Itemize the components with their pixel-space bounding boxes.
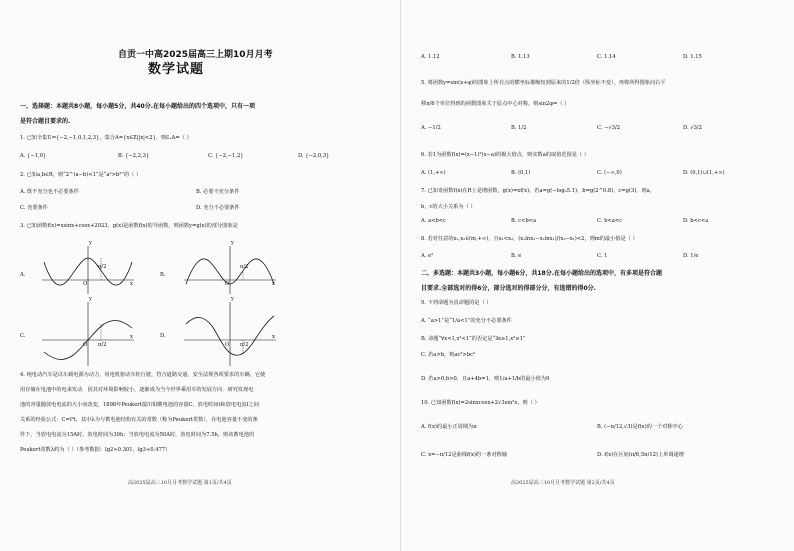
- q4-option-a: A. 1.12: [421, 54, 440, 60]
- question-7-line-2: b，c的大小关系为（ ）: [421, 204, 476, 210]
- q1-option-a: A. {−1,0}: [20, 153, 47, 159]
- q9-option-d: D. 若a>0,b>0，且a+4b=1，则1/a+1/b的最小值为9: [421, 376, 550, 382]
- q10-option-a: A. f(x)的最小正周期为π: [421, 424, 477, 430]
- q3-graph-a: [38, 244, 136, 296]
- section1-heading: 一、选择题：本题共8小题，每小题5分，共40分.在每小题给出的四个选项中，只有一项: [20, 103, 255, 110]
- q10-option-d: D. f(x)在区间(π/6,5π/12)上单调递增: [597, 452, 684, 458]
- question-2: 2. 已知a,b∈R，则“2^(a−b)<1”是“a²>b²”的（ ）: [20, 172, 142, 178]
- question-10: 10. 已知函数f(x)=2sinxcosx+2√3sin²x，则（ ）: [421, 400, 540, 406]
- subject-title: 数学试题: [148, 62, 205, 77]
- question-4-line-2: 用存储在电池中的电来发动．因其对环境影响较小，逐渐成为当今世界乘用车的发展方向．研究发现电: [20, 387, 254, 393]
- page-footer-right: 高2025届高三10月月考数学试题 第2页/共4页: [511, 480, 615, 486]
- graph-c-x-label: x: [130, 334, 133, 340]
- question-5-line-2: 移π/6个单位得到的函数图象关于原点中心对称，则sin2φ=（ ）: [421, 101, 570, 107]
- q3-graph-c: [38, 300, 136, 368]
- q4-option-c: C. 1.14: [597, 54, 616, 60]
- q9-option-b: B. 命题“∀x<1,x²<1”的否定是“∃x≥1,x²≥1”: [421, 336, 526, 342]
- q7-option-a: A. a<b<c: [421, 218, 447, 224]
- question-6: 6. 若1为函数f(x)=(x−1)²(x−a)的极大值点，则实数a的取值范围是（ ）: [421, 152, 589, 158]
- q7-option-c: C. b<a<c: [597, 218, 623, 224]
- graph-c-origin: O: [83, 342, 88, 348]
- q2-option-c: C. 充要条件: [20, 205, 48, 211]
- q6-option-b: B. (0,1): [511, 170, 531, 176]
- page-right: [400, 0, 794, 551]
- section2-heading-cont: 目要求.全部选对的得6分，部分选对的得部分分，有选错的得0分.: [421, 285, 596, 292]
- q5-option-d: D. √3/2: [683, 125, 702, 131]
- section2-heading: 二、多选题：本题共3小题，每小题6分，共18分.在每小题给出的选项中，有多项是符合题: [421, 270, 662, 277]
- q6-option-c: C. (−∞,0): [597, 170, 622, 176]
- graph-d-y-label: y: [231, 296, 234, 302]
- q6-option-a: A. (1,+∞): [421, 170, 446, 176]
- graph-c-tick: π/2: [98, 342, 107, 348]
- q5-option-a: A. −1/2: [421, 125, 441, 131]
- graph-b-y-label: y: [231, 240, 234, 246]
- q8-option-b: B. e: [511, 253, 522, 259]
- q4-option-b: B. 1.13: [511, 54, 530, 60]
- q3-graph-b: [180, 244, 278, 296]
- question-4-line-6: Peukert常数λ约为（ ）（参考数据：lg2≈0.301，lg3≈0.477）: [20, 447, 171, 453]
- exam-title: 自贡一中高2025届高三上期10月月考: [118, 50, 273, 60]
- q10-option-b: B. (−π/12,√3)是f(x)的一个对称中心: [597, 424, 683, 430]
- q6-option-d: D. (0,1)∪(1,+∞): [683, 170, 725, 176]
- q5-option-b: B. 1/2: [511, 125, 527, 131]
- q2-option-d: D. 充分不必要条件: [196, 205, 240, 211]
- question-4-line-5: 件下，当放电电流为15A时，放电时间为30h；当放电电流为50A时，放电时间为7.5h，则该蓄电池的: [20, 432, 255, 438]
- question-8: 8. 若对任意的x₁,x₂∈(m,+∞)，且x₁<x₂，(x₁lnx₂−x₂lnx₁)/(x₂−x₁)<2，则m的最小值是（ ）: [421, 236, 638, 242]
- q1-option-c: C. {−2,−1,2}: [208, 153, 244, 159]
- q5-option-c: C. −√3/2: [597, 125, 621, 131]
- graph-a-x-label: x: [130, 281, 133, 287]
- section1-heading-cont: 是符合题目要求的.: [20, 118, 71, 125]
- question-5-line-1: 5. 将函数y=sin(x+φ)的图象上所有点的横坐标都缩短到原来的1/2倍（纵坐标不变），再将所得图象向右平: [421, 80, 666, 86]
- graph-d-origin: O: [225, 342, 230, 348]
- q3-option-a: A.: [20, 272, 26, 278]
- q9-option-c: C. 若a>b，则ac²>bc²: [421, 352, 476, 358]
- question-9: 9. 下列命题为真命题的是（ ）: [421, 300, 492, 306]
- q8-option-c: C. 1: [597, 253, 608, 259]
- q3-option-d: D.: [160, 333, 166, 339]
- page-footer-left: 高2025届高三10月月考数学试题 第1页/共4页: [128, 480, 232, 486]
- q2-option-b: B. 必要不充分条件: [196, 189, 240, 195]
- q7-option-d: D. b<c<a: [683, 218, 709, 224]
- graph-c-y-label: y: [89, 296, 92, 302]
- graph-a-origin: O: [83, 281, 88, 287]
- graph-a-y-label: y: [89, 240, 92, 246]
- q3-option-c: C.: [20, 333, 26, 339]
- q2-option-a: A. 既不充分也不必要条件: [20, 189, 79, 195]
- q9-option-a: A. “a>1”是“1/a<1”的充分不必要条件: [421, 318, 512, 324]
- q8-option-d: D. 1/e: [683, 253, 699, 259]
- question-1: 1. 已知全集U={−2,−1,0,1,2,3}，集合A={x∈Z||x|<2}，则∁ᵤA=（ ）: [20, 135, 192, 141]
- q1-option-d: D. {−2,0,3}: [298, 153, 330, 159]
- question-4-line-3: 池的容量随放电电流的大小而改变，1898年Peukert提出铅酸电池的容量C、放电时间t和放电电流I之间: [20, 402, 259, 408]
- q10-option-c: C. x=−π/12是曲线f(x)的一条对称轴: [421, 452, 508, 458]
- q7-option-b: B. c<b<a: [511, 218, 537, 224]
- graph-b-origin: O: [225, 281, 230, 287]
- graph-b-tick: π/2: [240, 264, 249, 270]
- q3-option-b: B.: [160, 272, 166, 278]
- graph-a-tick: π/2: [98, 264, 107, 270]
- graph-d-tick: π/2: [240, 342, 249, 348]
- question-7-line-1: 7. 已知奇函数f(x)在R上是增函数，g(x)=xf(x)，若a=g(−log₂5.1)，b=g(2^0.8)，c=g(3)，则a，: [421, 188, 655, 194]
- q4-option-d: D. 1.15: [683, 54, 702, 60]
- question-4-line-1: 4. 纯电动汽车是以车载电源为动力，用电机驱动车轮行驶，符合道路交通、安全法规各项要求的车辆，它使: [20, 372, 266, 378]
- q8-option-a: A. e²: [421, 253, 434, 259]
- graph-d-x-label: x: [272, 334, 275, 340]
- q3-graph-d: [180, 300, 278, 368]
- graph-b-x-label: x: [272, 281, 275, 287]
- q1-option-b: B. {−2,2,3}: [118, 153, 150, 159]
- question-3: 3. 已知函数f(x)=xsinx+cosx+2023，g(x)是函数f(x)的导函数，则函数y=g(x)的部分图象是: [20, 223, 238, 229]
- question-4-line-4: 关系的经验公式：C=Iᵏt，其中λ为与蓄电池结构有关的常数（称为Peukert常数），在电池容量不变的条: [20, 417, 258, 423]
